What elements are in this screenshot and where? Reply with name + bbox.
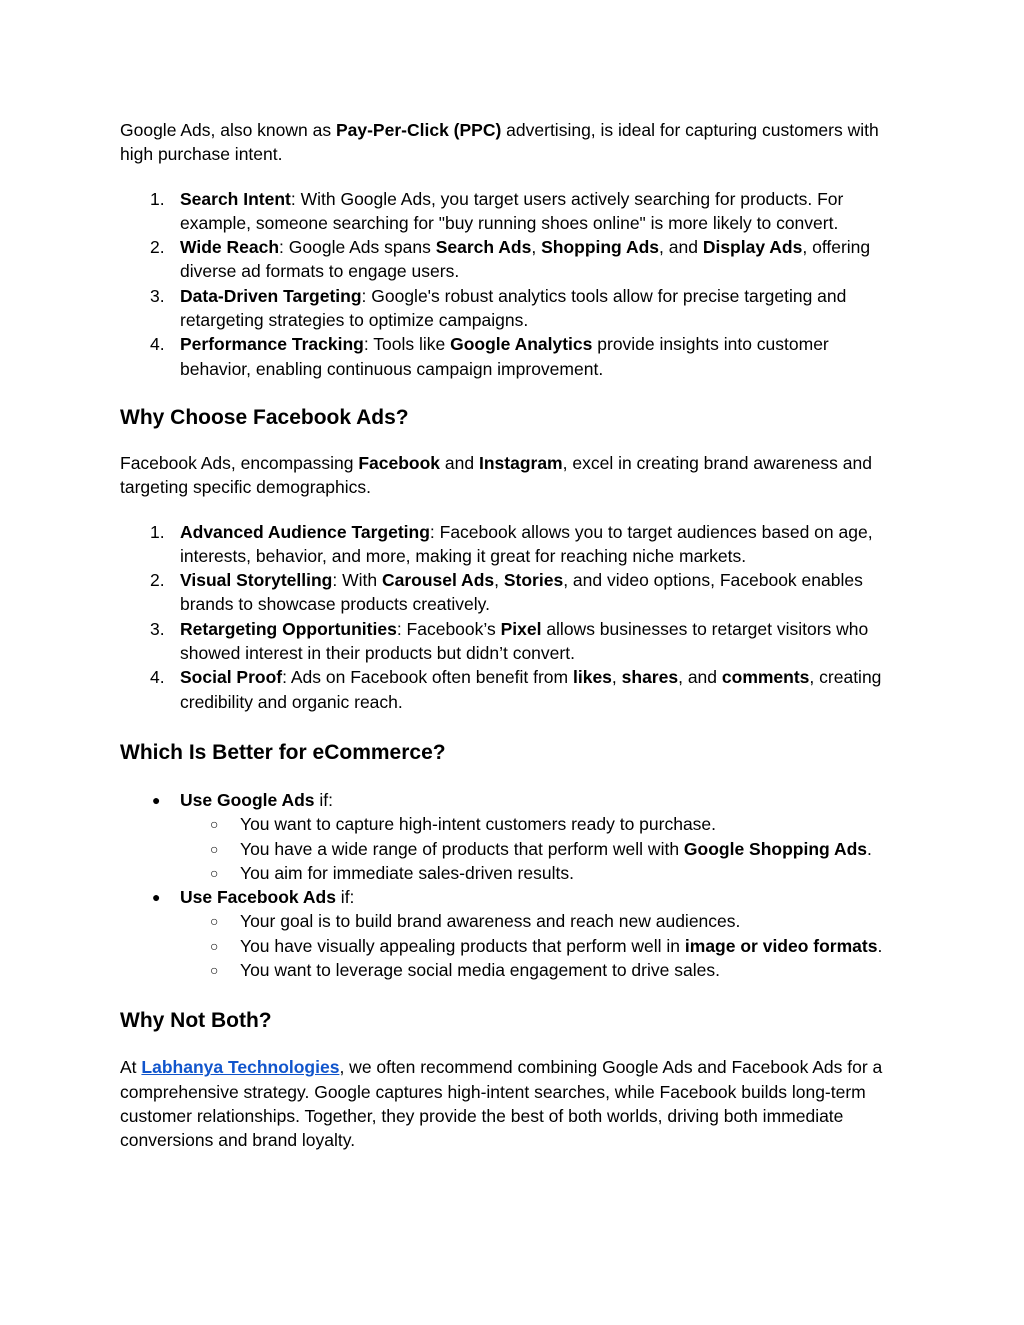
facebook-conditions-list xyxy=(120,909,904,982)
paragraph-bold: Facebook xyxy=(358,452,441,473)
sub-list-item xyxy=(120,861,904,885)
list-item xyxy=(120,520,904,569)
list-item xyxy=(120,332,904,381)
sub-item-text xyxy=(180,812,904,836)
item-bold: Google Analytics xyxy=(450,334,593,355)
item-text: , offering diverse ad formats to engage users. xyxy=(180,237,871,282)
item-text: if: xyxy=(314,789,333,810)
circle-bullet-icon: ○ xyxy=(210,937,219,954)
list-item xyxy=(120,235,904,284)
text-run: You have visually appealing products that perform well in xyxy=(240,935,685,956)
item-text: : Ads on Facebook often benefit from xyxy=(282,667,573,688)
item-title: Data-Driven Targeting xyxy=(180,285,362,306)
bullet-icon: ● xyxy=(152,791,161,808)
item-text: : Facebook allows you to target audiences based on age, interests, behavior, and more, making it great for reaching niche markets. xyxy=(180,521,873,566)
item-title: Performance Tracking xyxy=(180,334,364,355)
item-title: Wide Reach xyxy=(180,237,280,258)
list-number: 2. xyxy=(150,237,165,258)
circle-bullet-icon: ○ xyxy=(210,962,219,979)
bullet-icon: ● xyxy=(152,889,161,906)
item-bold: Search Ads xyxy=(435,237,532,258)
intro-paragraph xyxy=(120,118,904,167)
item-title: Use Facebook Ads xyxy=(180,887,336,908)
google-conditions-list xyxy=(120,812,904,885)
labhanya-technologies-link[interactable]: Labhanya Technologies xyxy=(141,1057,340,1078)
text-run: . xyxy=(867,838,872,859)
paragraph-text: , we often recommend combining Google Ads and Facebook Ads for a comprehensive strategy. Google captures high-intent searches, while Facebook builds long-term customer relationships. Together, they provide the best of both worlds, driving both immediate conversions and brand loyalty. xyxy=(120,1057,883,1151)
item-title: Visual Storytelling xyxy=(180,570,333,591)
facebook-paragraph xyxy=(120,451,904,500)
item-text: , and video options, Facebook enables brands to showcase products creatively. xyxy=(180,570,863,615)
circle-bullet-icon: ○ xyxy=(210,913,219,930)
text-run: Your goal is to build brand awareness and reach new audiences. xyxy=(240,911,741,932)
item-text: : With Google Ads, you target users actively searching for products. For example, someone searching for "buy running shoes online" is more likely to convert. xyxy=(180,188,844,233)
item-bold: likes xyxy=(572,667,612,688)
item-text: : Google's robust analytics tools allow for precise targeting and retargeting strategies to optimize campaigns. xyxy=(180,285,847,331)
item-bold: Stories xyxy=(503,570,564,591)
text-run: You want to capture high-intent customers ready to purchase. xyxy=(240,814,717,835)
list-item xyxy=(120,885,904,982)
item-text: : Facebook’s xyxy=(396,618,501,639)
text-run: . xyxy=(877,935,883,956)
bold-run: Google Shopping Ads xyxy=(683,838,868,859)
list-item xyxy=(120,617,904,666)
item-bold: comments xyxy=(721,667,810,688)
item-text: , xyxy=(531,237,542,258)
item-bold: shares xyxy=(621,667,679,688)
sub-list-item xyxy=(120,837,904,861)
paragraph-text: , excel in creating brand awareness and targeting specific demographics. xyxy=(120,452,872,498)
item-text: , xyxy=(494,570,504,591)
intro-text: Google Ads, also known as xyxy=(120,120,336,140)
sub-item-text xyxy=(180,958,904,982)
circle-bullet-icon: ○ xyxy=(210,816,219,833)
item-title: Advanced Audience Targeting xyxy=(180,521,430,542)
item-text: , xyxy=(611,667,622,688)
item-text: , creating credibility and organic reach. xyxy=(180,667,882,712)
google-benefits-list xyxy=(120,187,904,381)
item-text: : Google Ads spans xyxy=(279,237,436,258)
intro-text: advertising, is ideal for capturing customers with high purchase intent. xyxy=(120,120,879,165)
circle-bullet-icon: ○ xyxy=(210,864,219,881)
list-item xyxy=(120,665,904,714)
list-item xyxy=(120,187,904,236)
sub-list-item xyxy=(120,909,904,933)
text-run: You want to leverage social media engagement to drive sales. xyxy=(240,960,720,981)
intro-bold: Pay-Per-Click (PPC) xyxy=(335,120,502,140)
list-item xyxy=(120,568,904,617)
item-title: Retargeting Opportunities xyxy=(180,618,397,639)
text-run: You aim for immediate sales-driven results. xyxy=(240,862,574,883)
sub-item-text xyxy=(180,934,904,958)
item-bold: Display Ads xyxy=(702,237,803,258)
list-number: 3. xyxy=(150,285,165,306)
sub-item-text xyxy=(180,909,904,933)
item-title: Search Intent xyxy=(180,188,291,209)
sub-item-text xyxy=(180,861,904,885)
item-bold: Pixel xyxy=(500,618,542,639)
item-bold: Shopping Ads xyxy=(541,237,660,258)
list-number: 4. xyxy=(150,667,165,688)
item-text: : With xyxy=(332,570,382,591)
closing-paragraph xyxy=(120,1055,904,1152)
comparison-list xyxy=(120,788,904,982)
sub-item-text xyxy=(180,837,904,861)
list-item xyxy=(120,788,904,885)
item-text: if: xyxy=(335,887,355,908)
text-run: You have a wide range of products that perform well with xyxy=(240,838,684,859)
item-text: , and xyxy=(659,237,703,258)
item-text: allows businesses to retarget visitors who showed interest in their products but didn’t convert. xyxy=(180,618,869,664)
item-bold: Carousel Ads xyxy=(381,570,495,591)
circle-bullet-icon: ○ xyxy=(210,840,219,857)
list-number: 1. xyxy=(150,521,165,542)
bold-run: image or video formats xyxy=(684,935,878,956)
item-title: Use Google Ads xyxy=(180,789,315,810)
sub-list-item xyxy=(120,934,904,958)
sub-list-item xyxy=(120,958,904,982)
item-text: provide insights into customer behavior, enabling continuous campaign improvement. xyxy=(180,334,829,379)
list-number: 1. xyxy=(150,188,165,209)
why-not-both-heading: Why Not Both? xyxy=(120,1009,272,1033)
list-number: 3. xyxy=(150,618,165,639)
list-number: 2. xyxy=(150,570,165,591)
facebook-benefits-list xyxy=(120,520,904,714)
comparison-heading: Which Is Better for eCommerce? xyxy=(120,740,446,764)
paragraph-text: and xyxy=(440,452,479,473)
list-item xyxy=(120,284,904,333)
paragraph-text: Facebook Ads, encompassing xyxy=(120,452,359,473)
paragraph-text: At xyxy=(120,1057,142,1078)
paragraph-bold: Instagram xyxy=(478,452,563,473)
list-number: 4. xyxy=(150,334,165,355)
item-text: : Tools like xyxy=(363,334,451,355)
facebook-heading: Why Choose Facebook Ads? xyxy=(120,405,409,429)
item-title: Social Proof xyxy=(180,667,283,688)
item-text: , and xyxy=(678,667,722,688)
sub-list-item xyxy=(120,812,904,836)
